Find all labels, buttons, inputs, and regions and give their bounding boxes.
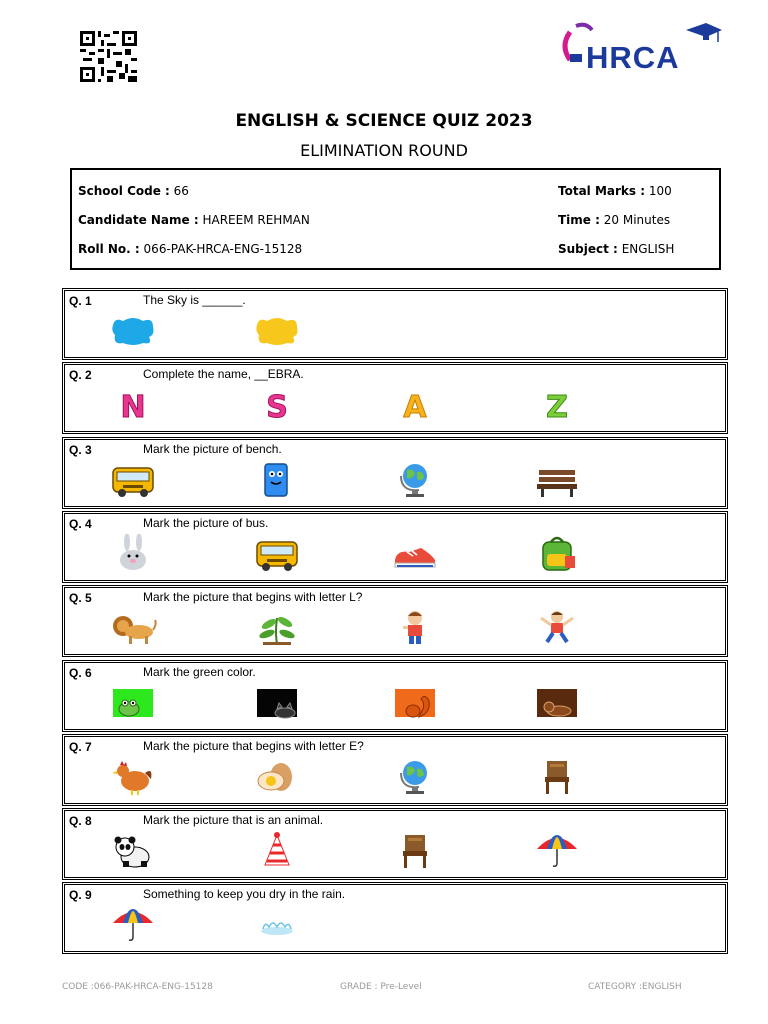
time-label: Time : bbox=[558, 213, 600, 227]
question-box bbox=[62, 585, 728, 657]
question-number: Q. 2 bbox=[69, 368, 92, 383]
question-text: Mark the picture that is an animal. bbox=[143, 813, 324, 828]
qr-code bbox=[80, 31, 137, 82]
question-number: Q. 5 bbox=[69, 591, 92, 606]
question-box bbox=[62, 511, 728, 583]
jumping-boy-icon[interactable] bbox=[533, 608, 581, 648]
quiz-title: ENGLISH & SCIENCE QUIZ 2023 bbox=[235, 111, 533, 131]
blue-card-icon[interactable] bbox=[253, 460, 301, 500]
school-code-label: School Code : bbox=[78, 184, 170, 198]
black-cat-card-icon[interactable] bbox=[253, 683, 301, 723]
roll-number-row bbox=[78, 242, 302, 256]
question-number: Q. 3 bbox=[69, 442, 92, 457]
candidate-name-label: Candidate Name : bbox=[78, 213, 199, 227]
bus-icon[interactable] bbox=[253, 534, 301, 574]
letter-n-icon[interactable] bbox=[109, 385, 157, 425]
globe-icon[interactable] bbox=[391, 460, 439, 500]
svg-text:S: S bbox=[266, 390, 288, 426]
footer-category: CATEGORY :ENGLISH bbox=[588, 982, 682, 992]
candidate-info-box bbox=[70, 168, 721, 270]
letter-z-icon[interactable] bbox=[533, 385, 581, 425]
svg-text:Z: Z bbox=[546, 390, 568, 426]
water-splash-icon[interactable] bbox=[253, 905, 301, 945]
backpack-icon[interactable] bbox=[533, 534, 581, 574]
panda-icon[interactable] bbox=[109, 831, 157, 871]
question-text: Mark the picture of bench. bbox=[143, 441, 282, 456]
question-box bbox=[62, 288, 728, 360]
question-number: Q. 4 bbox=[69, 516, 92, 531]
school-code-row bbox=[78, 184, 189, 198]
bus-icon[interactable] bbox=[109, 460, 157, 500]
orange-squirrel-card-icon[interactable] bbox=[391, 683, 439, 723]
sneakers-icon[interactable] bbox=[391, 534, 439, 574]
question-box bbox=[62, 362, 728, 434]
candidate-name-row bbox=[78, 213, 310, 227]
question-number: Q. 8 bbox=[69, 814, 92, 829]
time-value: 20 Minutes bbox=[603, 213, 671, 227]
hen-icon[interactable] bbox=[109, 757, 157, 797]
svg-text:N: N bbox=[120, 390, 146, 426]
blue-splash-icon[interactable] bbox=[109, 311, 157, 351]
brown-dog-card-icon[interactable] bbox=[533, 683, 581, 723]
chair-icon[interactable] bbox=[391, 831, 439, 871]
total-marks-value: 100 bbox=[648, 184, 672, 198]
footer-code: CODE :066-PAK-HRCA-ENG-15128 bbox=[62, 982, 213, 992]
party-hat-icon[interactable] bbox=[253, 831, 301, 871]
egg-icon[interactable] bbox=[253, 757, 301, 797]
boy-icon[interactable] bbox=[391, 608, 439, 648]
question-text: Complete the name, __EBRA. bbox=[143, 367, 304, 382]
footer-grade: GRADE : Pre-Level bbox=[340, 982, 422, 992]
question-number: Q. 6 bbox=[69, 665, 92, 680]
round-subtitle: ELIMINATION ROUND bbox=[300, 141, 468, 160]
subject-value: ENGLISH bbox=[621, 242, 675, 256]
letter-s-icon[interactable] bbox=[253, 385, 301, 425]
subject-row bbox=[558, 242, 674, 256]
letter-a-icon[interactable] bbox=[391, 385, 439, 425]
lion-icon[interactable] bbox=[109, 608, 157, 648]
school-code-value: 66 bbox=[173, 184, 189, 198]
total-marks-row bbox=[558, 184, 672, 198]
globe-icon[interactable] bbox=[391, 757, 439, 797]
logo-text: HRCA bbox=[586, 40, 680, 75]
rabbit-icon[interactable] bbox=[109, 534, 157, 574]
hrca-logo bbox=[556, 20, 722, 78]
question-text: Mark the picture of bus. bbox=[143, 515, 269, 530]
candidate-name-value: HAREEM REHMAN bbox=[202, 213, 310, 227]
subject-label: Subject : bbox=[558, 242, 618, 256]
umbrella-icon[interactable] bbox=[109, 905, 157, 945]
chair-icon[interactable] bbox=[533, 757, 581, 797]
question-number: Q. 9 bbox=[69, 888, 92, 903]
total-marks-label: Total Marks : bbox=[558, 184, 646, 198]
question-text: Mark the green color. bbox=[143, 664, 256, 679]
question-box bbox=[62, 734, 728, 806]
question-text: Something to keep you dry in the rain. bbox=[143, 887, 346, 902]
question-text: Mark the picture that begins with letter L? bbox=[143, 590, 363, 605]
roll-number-value: 066-PAK-HRCA-ENG-15128 bbox=[143, 242, 303, 256]
umbrella-icon[interactable] bbox=[533, 831, 581, 871]
question-box bbox=[62, 660, 728, 732]
yellow-splash-icon[interactable] bbox=[253, 311, 301, 351]
roll-number-label: Roll No. : bbox=[78, 242, 140, 256]
question-text: The Sky is ______. bbox=[143, 293, 246, 307]
bench-icon[interactable] bbox=[533, 460, 581, 500]
question-number: Q. 7 bbox=[69, 739, 92, 754]
plant-icon[interactable] bbox=[253, 608, 301, 648]
green-frog-card-icon[interactable] bbox=[109, 683, 157, 723]
svg-text:A: A bbox=[403, 390, 427, 426]
question-box bbox=[62, 882, 728, 954]
question-box bbox=[62, 808, 728, 880]
question-text: Mark the picture that begins with letter E? bbox=[143, 738, 364, 753]
question-number: Q. 1 bbox=[69, 294, 92, 308]
time-row bbox=[558, 213, 670, 227]
question-box bbox=[62, 437, 728, 509]
